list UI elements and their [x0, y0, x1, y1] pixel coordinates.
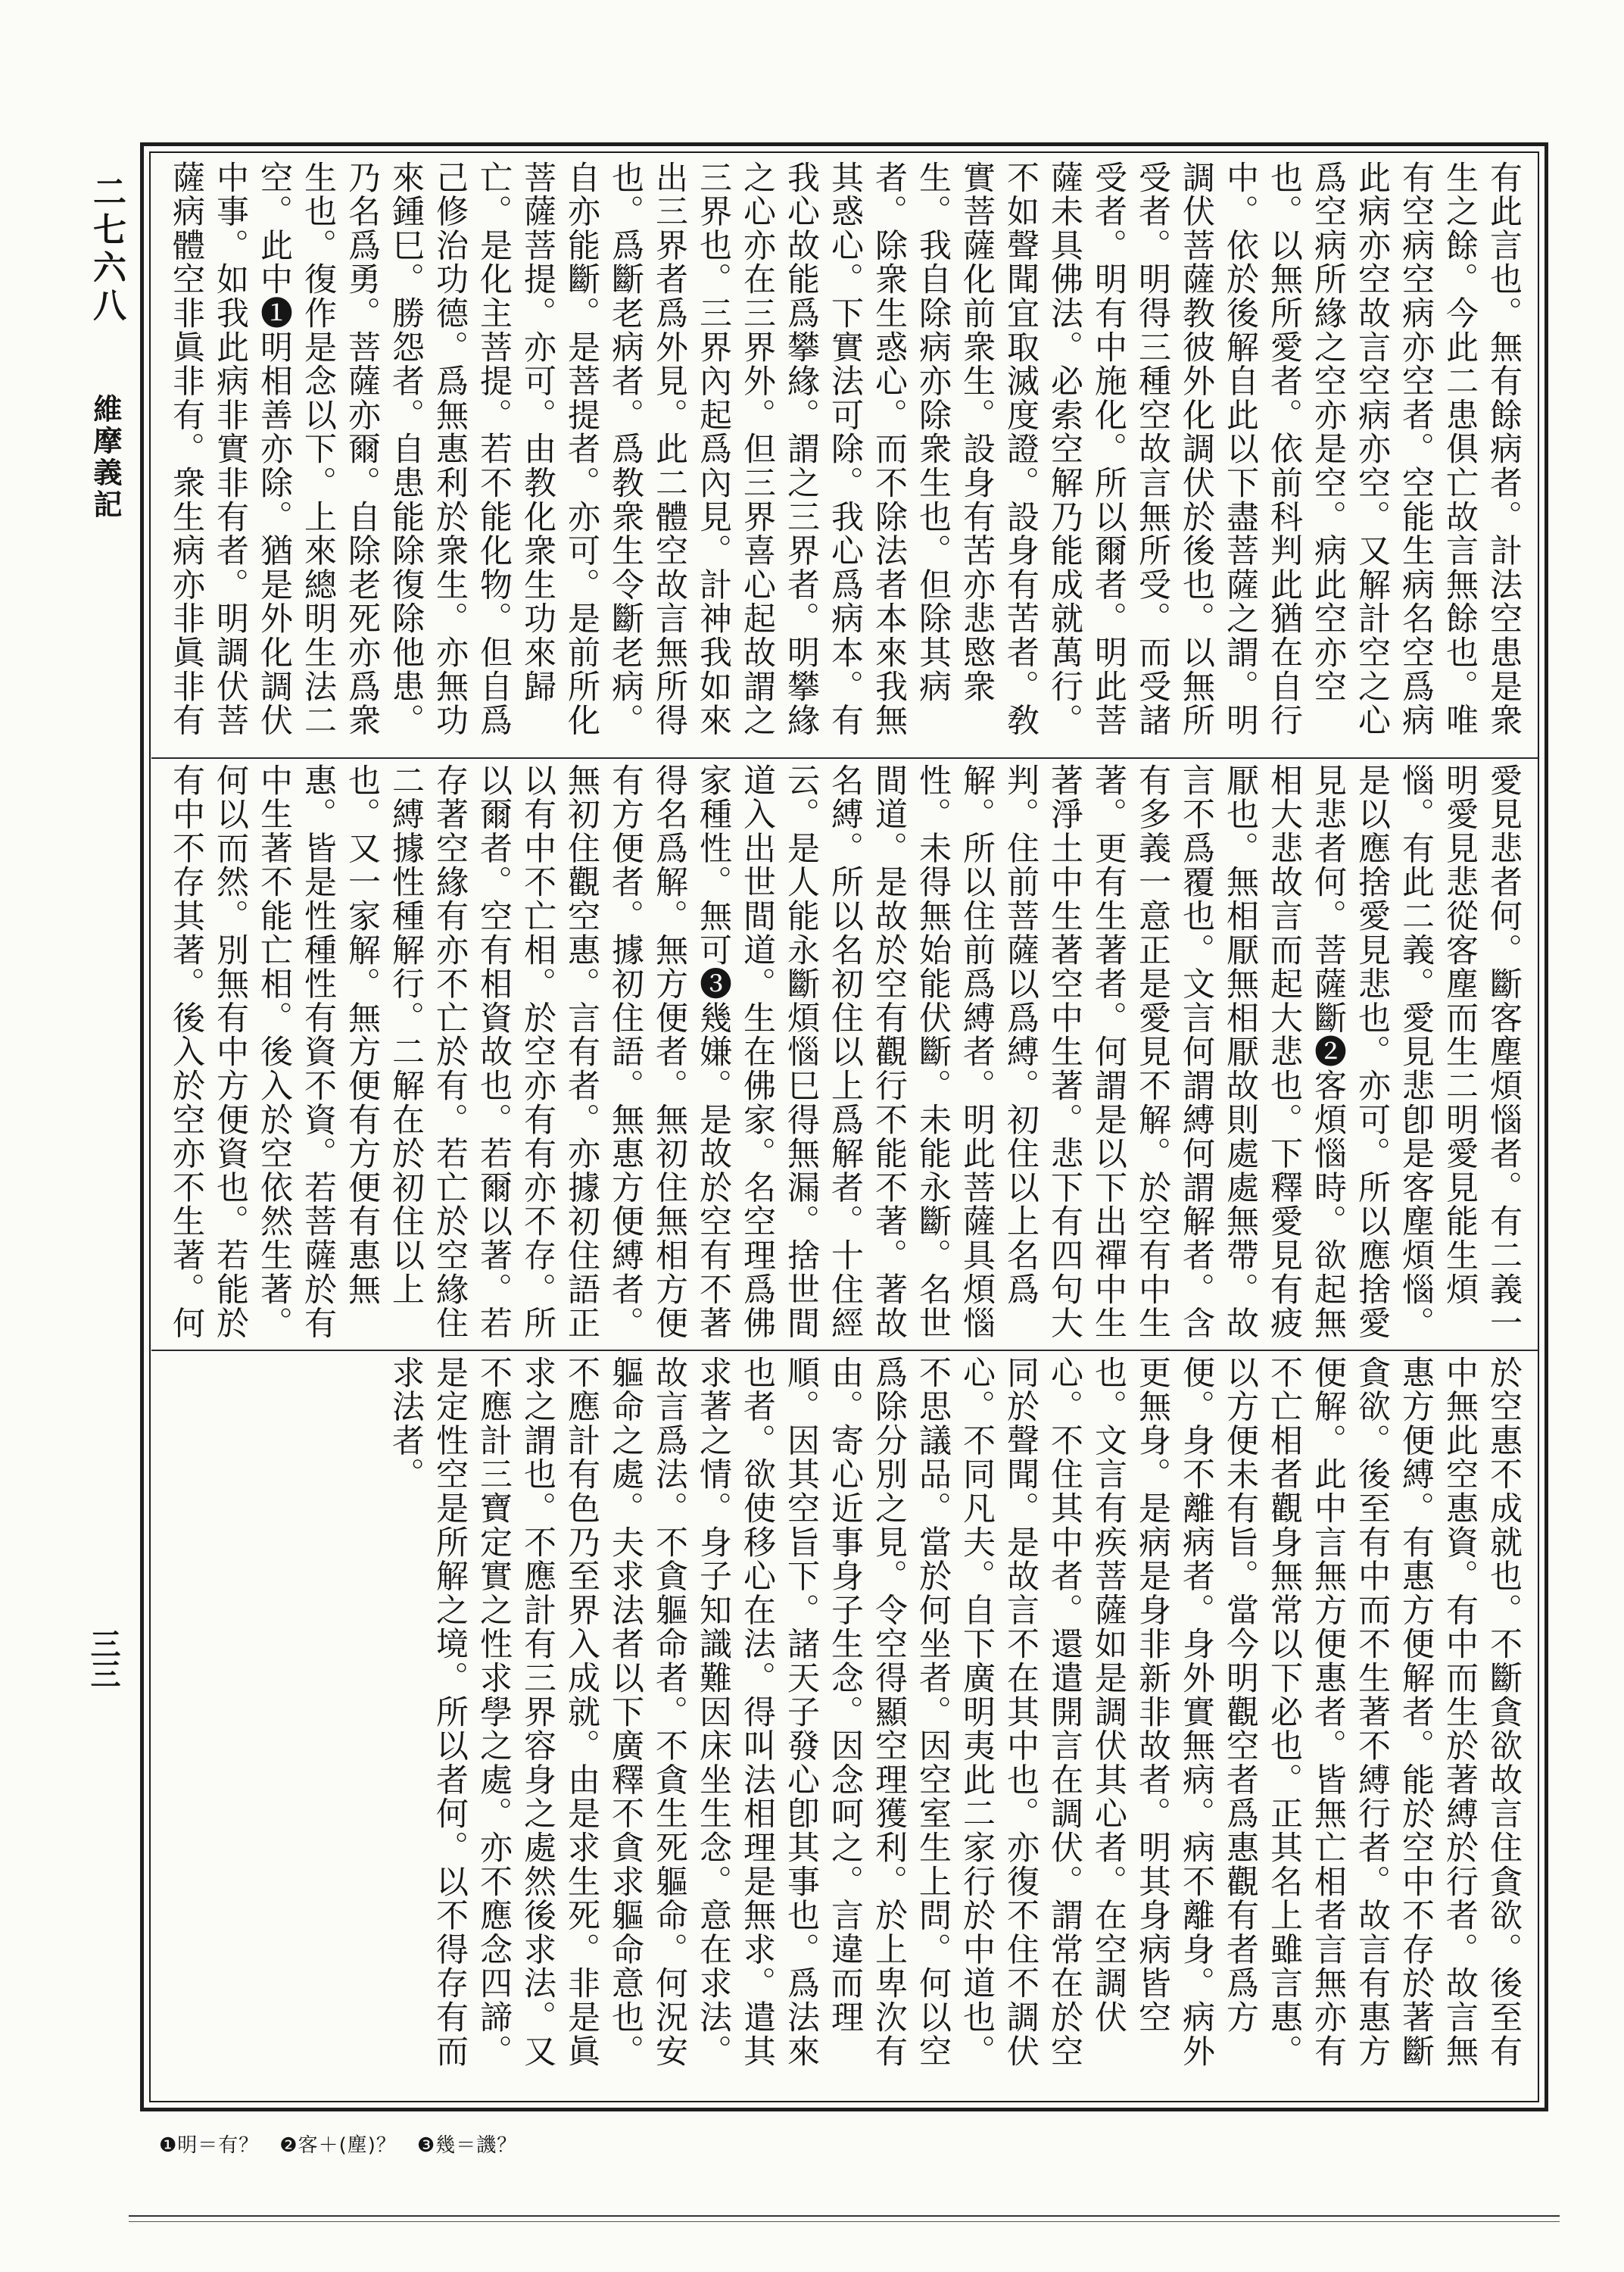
bottom-rule — [129, 2221, 1560, 2222]
running-title: 維摩義記 — [89, 394, 123, 521]
tier-text: 愛見悲者何。斷客塵煩惱者。有二義一明愛見悲從客塵而生二明愛見能生煩惱。有此二義。愛見悲卽是客塵煩惱。是以應捨愛見悲也。亦可。所以應捨愛見悲者何。菩薩斷❷客煩惱時。欲起無相大悲故言而起大悲也。下釋愛見有疲厭也。無相厭無相厭故則處處無帶。故言不爲覆也。文言何謂縛何謂解者。含有多義一意正是愛見不解。於空有中生著。更有生著者。何謂是以下出禪中生著淨土中生著空中生著。悲下有四句大判。住前菩薩以爲縛。初住以上名爲解。所以住前爲縛者。明此菩薩具煩惱性。未得無始能伏斷。未能永斷。名世間道。是故於空有觀行不能不著。著故名縛。所以名初住以上爲解者。十住經云。是人能永斷煩惱巳得無漏。捨世間道入出世間道。生在佛家。名空理爲佛家種性。無可❸幾嫌。是故於空有不著得名爲解。無方便者。無初住無相方便有方便者。據初住語。無惠方便縛者。無初住觀空惠。言有者。亦據初住語正以有中不亡相。於空亦有有亦不存。所以爾者。空有相資故也。若爾以著。若存著空緣有亦不亡於有。若亡於空緣住二縛據性種解行。二解在於初住以上也。又一家解。無方便有方便有惠無惠。皆是性種性有資不資。若菩薩於有中生著不能亡相。後入於空依然生著。何以而然。別無有中方便資也。若能於有中不存其著。後入於空亦不生著。何 — [167, 763, 1523, 1340]
text-tier-upper — [163, 161, 1526, 755]
text-tier-middle — [163, 763, 1526, 1347]
footnotes: ❶明＝有？ ❷客＋(塵)？ ❸幾＝譏？ — [159, 2134, 518, 2157]
text-tier-lower — [163, 1356, 1526, 2094]
bottom-rule — [129, 2215, 1560, 2217]
tier-divider — [151, 757, 1538, 759]
side-mark: 三三 — [86, 1628, 121, 1689]
tier-text: 有此言也。無有餘病者。計法空患是衆生之餘。今此二患俱亡故言無餘也。唯有空病空病亦空者。空能生病名空爲病此病亦空故言空病亦空。又解計空之心爲空病所緣之空亦是空。病此空亦空也。以無所愛者。依前科判此猶在自行中。依於後解自此以下盡菩薩之謂。明調伏菩薩教彼外化調伏於後也。以無所受者。明得三種空故言無所受。而受諸受者。明有中施化。所以爾者。明此菩薩未具佛法。必索空解乃能成就萬行。不如聲聞宜取滅度證。設身有苦者。敎實菩薩化前衆生。設身有苦亦悲愍衆生。我自除病亦除衆生也。但除其病者。除衆生惑心。而不除法者本來我無其惑心。下實法可除。我心爲病本。有我心故能爲攀緣。謂之三界者。明攀緣之心亦在三界外。但三界喜心起故謂之三界也。三界內起爲內見。計神我如來出三界者爲外見。此二體空故言無所得也。爲斷老病者。爲教衆生令斷老病。自亦能斷。是菩提者。亦可。是前所化菩薩菩提。亦可。由教化衆生功來歸亡。是化主菩提。若不能化物。但自爲己修治功德。爲無惠利於衆生。亦無功來鍾巳。勝怨者。自患能除復除他患。乃名爲勇。菩薩亦爾。自除老死亦爲衆生也。復作是念以下。上來總明生法二空。此中❶明相善亦除。猶是外化調伏中事。如我此病非實非有者。明調伏菩薩病體空非眞非有。衆生病亦非眞非有 — [167, 161, 1523, 738]
tier-divider — [151, 1350, 1538, 1351]
tier-text: 於空惠不成就也。不斷貪欲故言住貪欲。後至有中無此空惠資。有中而生於著縛於行者。故言無惠方便縛。有惠方便解者。能於空中不存於著斷貪欲。後至有中而不生著不縛行者。故言有惠方便解。此中言無方便惠者。皆無亡相者言無亦有不亡相者觀身無常以下必也。正其名上雖言惠。以方便未有旨。當今明觀空者爲惠觀有者爲方便。身不離病者。身外實無病。病不離身。病外更無身。是病是身非新非故者。明其身病皆空也。文言有疾菩薩如是調伏其心者。在空調伏心。不住其中者。還遣開言在調伏。謂常在於空同於聲聞。是故言不在其中也。亦復不住不調伏心。不同凡夫。自下廣明夷此二家行於中道也。不思議品。當於何坐者。因空室生上問。何以空爲除分別之見。令空得顯空理獲利。於上卑㳄有由。寄心近事身子生念。因念呵之。言違而理順。因其空旨下。諸天子發心卽其事也。爲法來也者。欲使移心在法。得叫法相理是無求。遣其求著之情。身子知識難因床坐生念。意在求法。故言爲法。不貪軀命者。不貪生死軀命。何況安軀命之處。夫求法者以下廣釋不貪求軀命意也。不應計有色乃至界入成就。由是求生死。非是眞求之謂也。不應計有三界容身之處然後求法。又不應計三寶定實之性求學之處。亦不應念四諦。是定性空是所解之境。所以者何。以不得存有而求法者。 — [387, 1356, 1523, 2068]
page-number: 二七六八 — [87, 174, 126, 326]
